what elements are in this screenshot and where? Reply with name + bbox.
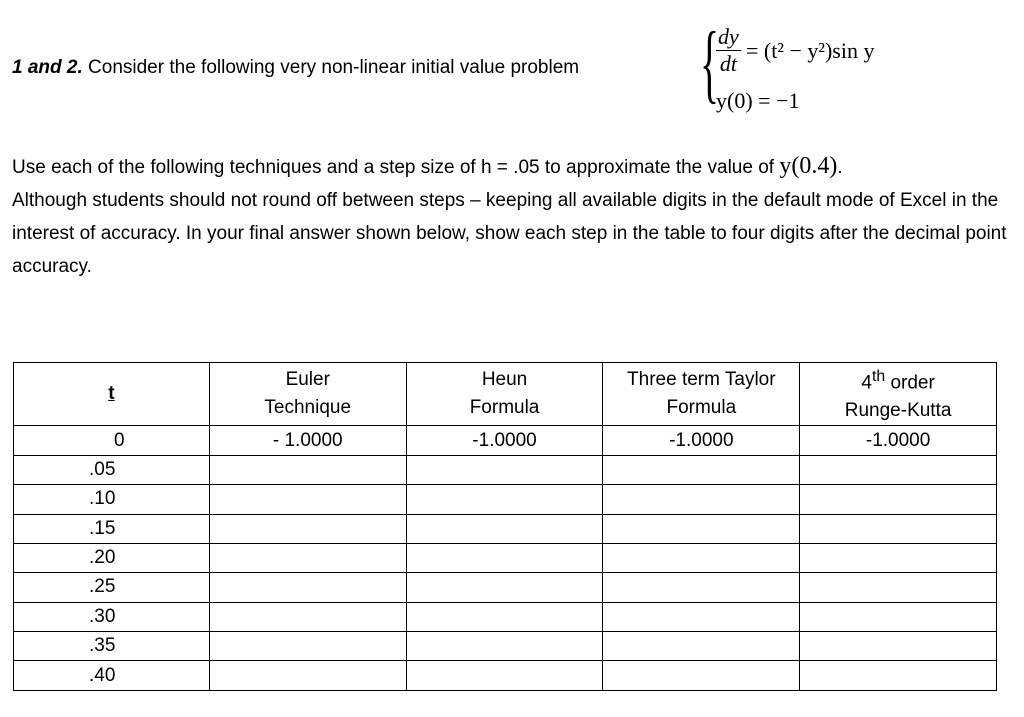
header-runge-kutta: 4th order Runge-Kutta [800,363,997,426]
cell-rk[interactable] [800,485,997,514]
cell-rk[interactable]: -1.0000 [800,426,997,455]
cell-rk[interactable] [800,602,997,631]
cell-taylor[interactable] [603,573,800,602]
cell-heun[interactable] [406,573,603,602]
header-heun: Heun Formula [406,363,603,426]
cell-euler[interactable] [209,514,406,543]
header-taylor: Three term Taylor Formula [603,363,800,426]
instructions-period: . [837,157,843,178]
cell-rk[interactable] [800,543,997,572]
cell-t: .15 [14,514,210,543]
results-table [13,362,997,691]
derivative-fraction [716,24,741,77]
cell-euler[interactable] [209,573,406,602]
cell-heun[interactable] [406,661,603,690]
cell-rk[interactable] [800,661,997,690]
cell-taylor[interactable] [603,632,800,661]
derivative-numerator: dy [718,24,739,49]
header-t: t [14,363,210,426]
target-value: y(0.4) [779,153,838,179]
instructions [12,150,1012,283]
problem-intro: Consider the following very non-linear initial value problem [82,57,580,78]
cell-heun[interactable]: -1.0000 [406,426,603,455]
table-row [14,426,997,455]
table-header-row [14,363,997,426]
instructions-rest: Although students should not round off between steps – keeping all available digits in the default mode of Excel in the interest of accuracy. In your final answer shown below, show each step in the table to four digits after the decimal point accuracy. [12,190,1007,277]
problem-statement [12,57,579,79]
cell-heun[interactable] [406,632,603,661]
ode-rhs: = (t² − y²)sin y [746,38,875,63]
table-row [14,543,997,572]
table-row [14,485,997,514]
derivative-denominator: dt [719,51,737,76]
cell-t: .20 [14,543,210,572]
cell-heun[interactable] [406,455,603,484]
table-row [14,455,997,484]
cell-t: .35 [14,632,210,661]
cell-taylor[interactable] [603,602,800,631]
cell-taylor[interactable] [603,455,800,484]
cell-t: 0 [14,426,210,455]
cell-rk[interactable] [800,632,997,661]
cell-rk[interactable] [800,514,997,543]
header-euler: Euler Technique [209,363,406,426]
cell-t: .40 [14,661,210,690]
cell-heun[interactable] [406,602,603,631]
cell-euler[interactable] [209,485,406,514]
cell-taylor[interactable] [603,661,800,690]
cell-taylor[interactable] [603,543,800,572]
brace-icon: { [700,15,720,112]
cell-euler[interactable] [209,543,406,572]
cell-t: .05 [14,455,210,484]
cell-taylor[interactable]: -1.0000 [603,426,800,455]
initial-condition: y(0) = −1 [716,88,800,113]
cell-taylor[interactable] [603,514,800,543]
table-row [14,514,997,543]
cell-heun[interactable] [406,485,603,514]
cell-heun[interactable] [406,514,603,543]
ode-system [700,15,940,120]
cell-taylor[interactable] [603,485,800,514]
cell-euler[interactable]: - 1.0000 [209,426,406,455]
table-row [14,632,997,661]
cell-euler[interactable] [209,602,406,631]
cell-euler[interactable] [209,455,406,484]
cell-rk[interactable] [800,455,997,484]
cell-t: .10 [14,485,210,514]
instructions-line1: Use each of the following techniques and a step size of h = .05 to approximate the value of [12,157,780,178]
cell-t: .30 [14,602,210,631]
problem-number: 1 and 2. [12,57,83,78]
cell-heun[interactable] [406,543,603,572]
table-row [14,602,997,631]
cell-euler[interactable] [209,661,406,690]
cell-t: .25 [14,573,210,602]
cell-rk[interactable] [800,573,997,602]
table-row [14,573,997,602]
table-row [14,661,997,690]
cell-euler[interactable] [209,632,406,661]
